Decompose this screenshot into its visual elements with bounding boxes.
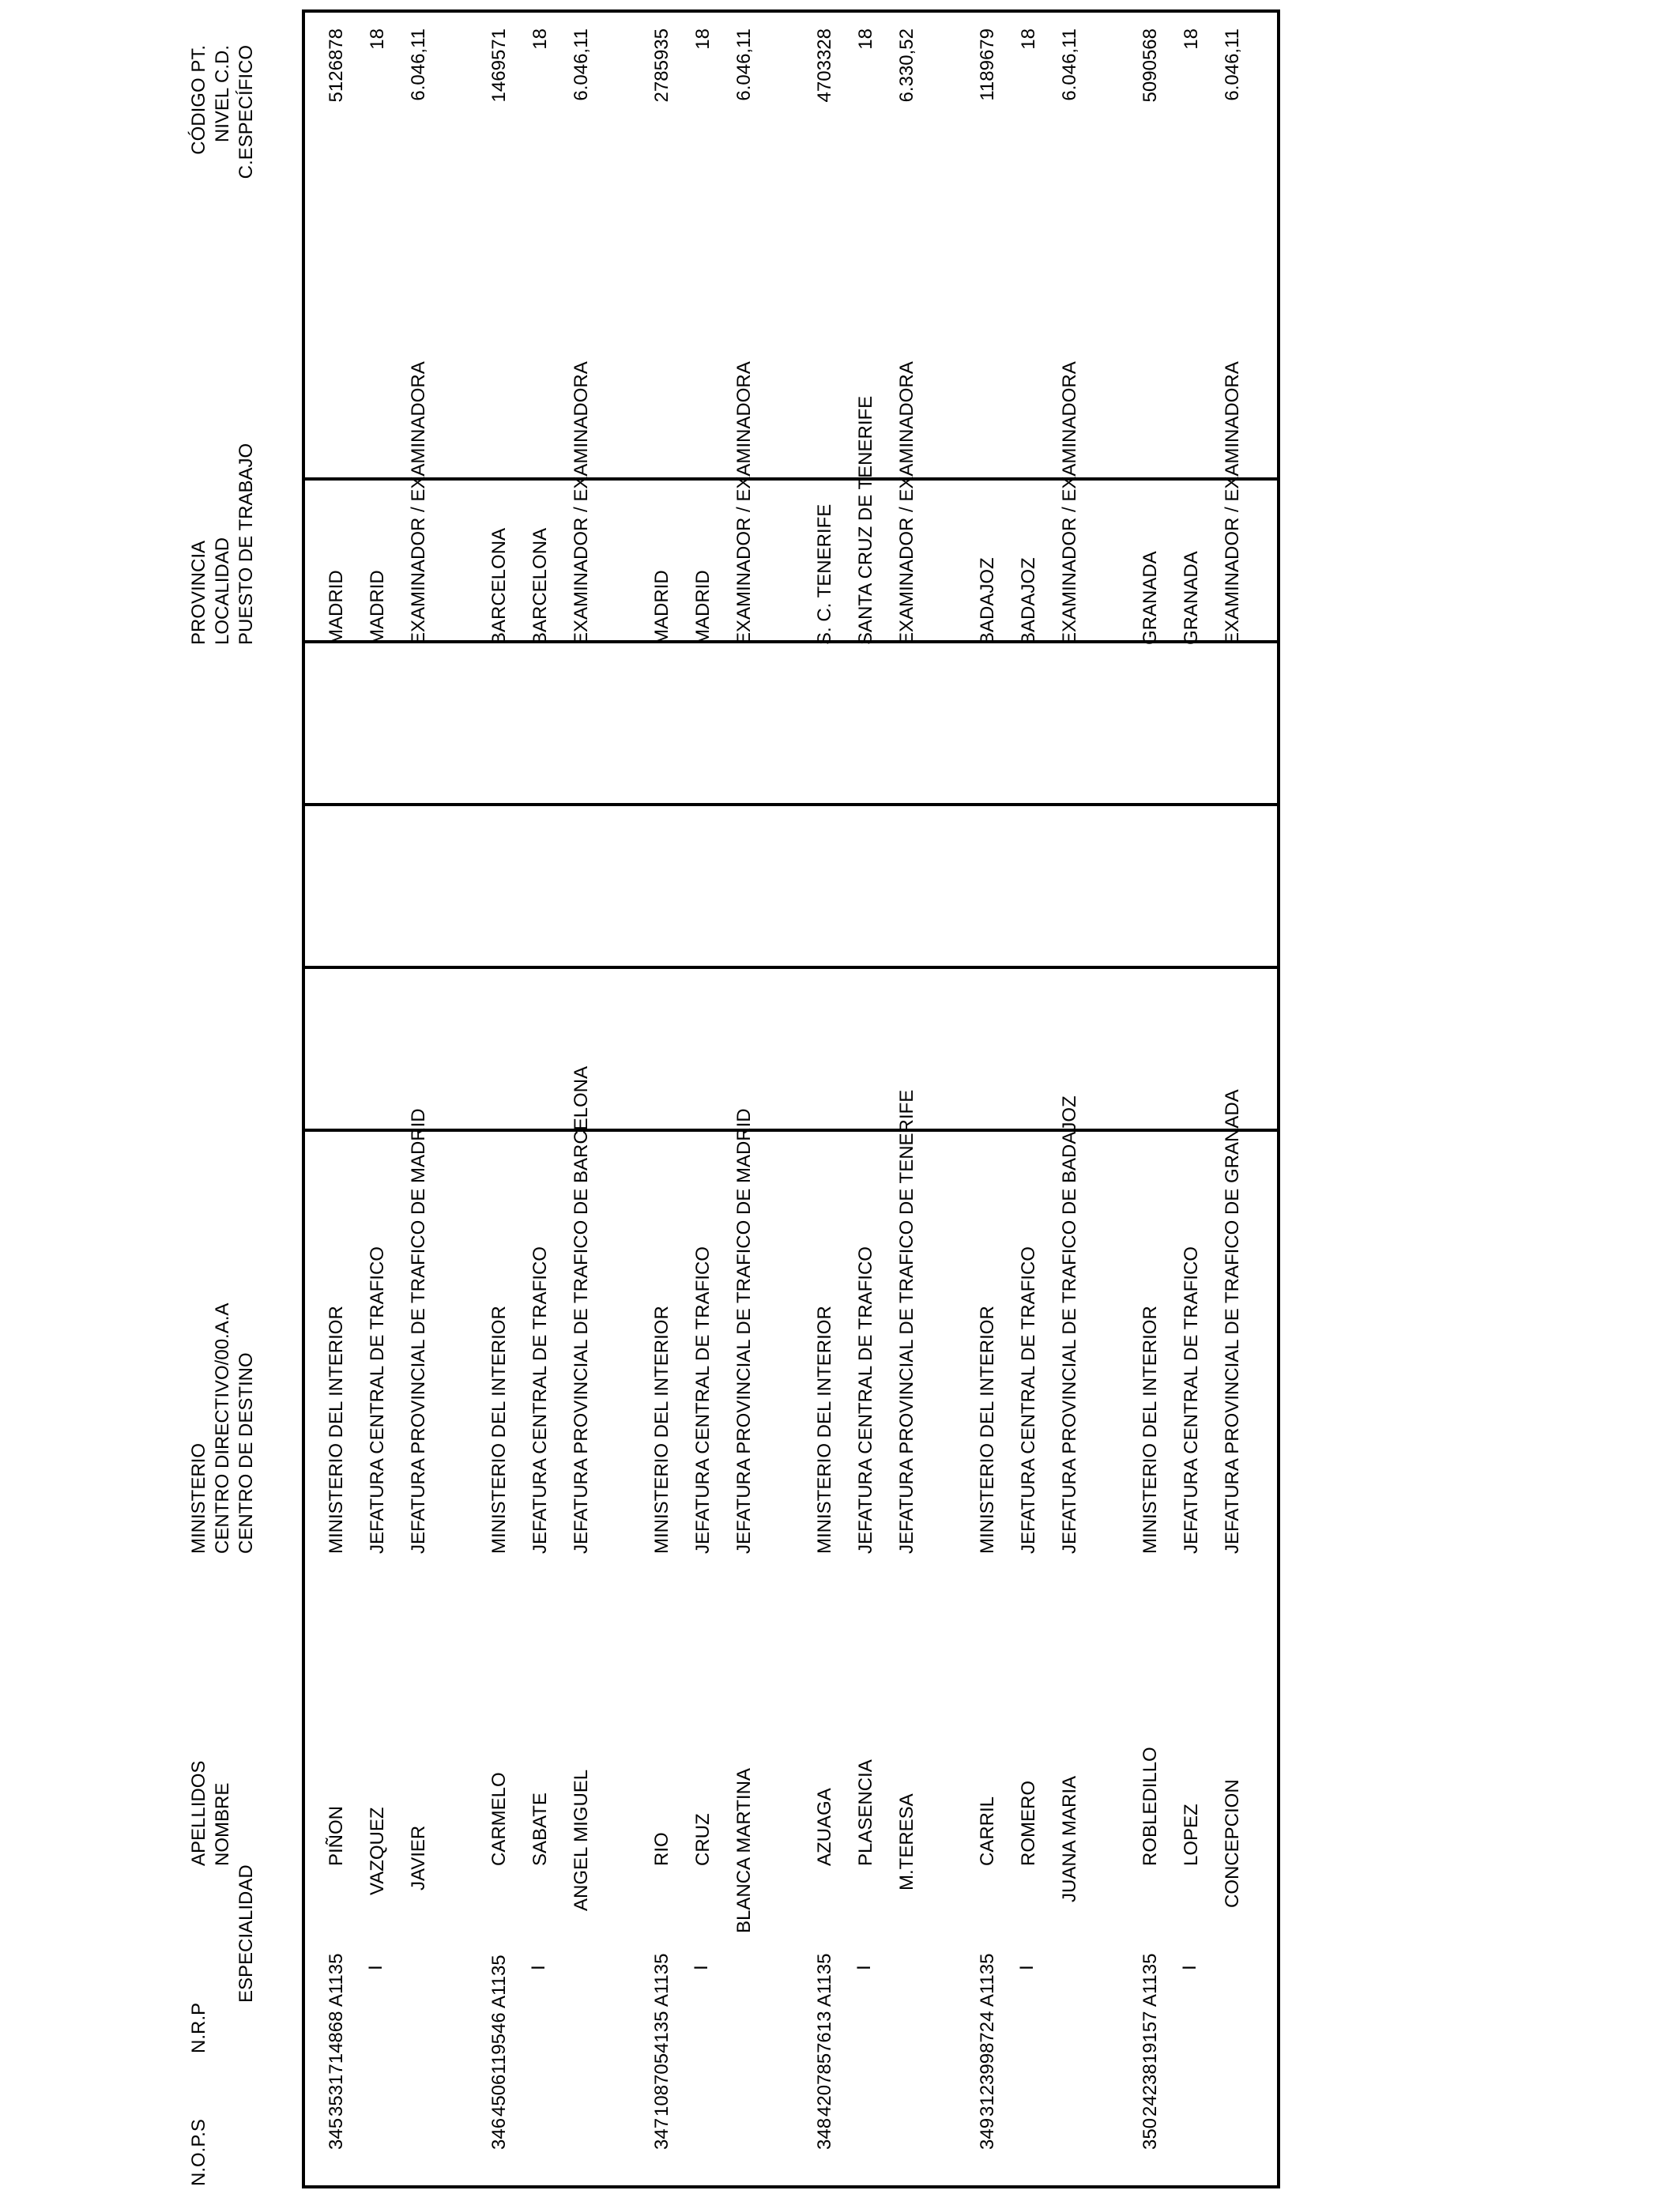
centro-destino-value: JEFATURA PROVINCIAL DE TRAFICO DE BARCELONA bbox=[571, 1065, 592, 1554]
nombre-value: CONCEPCION bbox=[1222, 1779, 1243, 1908]
provincia-value: MADRID bbox=[326, 570, 347, 645]
centro-directivo-value: JEFATURA CENTRAL DE TRAFICO bbox=[367, 1246, 388, 1554]
header-localidad: LOCALIDAD bbox=[212, 537, 233, 645]
centro-directivo-value: JEFATURA CENTRAL DE TRAFICO bbox=[692, 1246, 714, 1554]
provincia-value: BARCELONA bbox=[488, 527, 510, 645]
nivel-value: 18 bbox=[855, 28, 876, 50]
nombre-value: BLANCA MARTINA bbox=[733, 1768, 755, 1933]
ministerio-value: MINISTERIO DEL INTERIOR bbox=[977, 1306, 998, 1554]
codigo-value: 1189679 bbox=[977, 28, 998, 101]
codigo-value: 2785935 bbox=[651, 28, 672, 103]
header-ministerio: MINISTERIO bbox=[188, 1442, 209, 1554]
centro-destino-value: JEFATURA PROVINCIAL DE TRAFICO DE BADAJOZ bbox=[1059, 1095, 1080, 1554]
provincia-value: S. C. TENERIFE bbox=[814, 503, 835, 645]
localidad-value: GRANADA bbox=[1181, 551, 1202, 645]
apellido1-value: ROBLEDILLO bbox=[1139, 1747, 1161, 1866]
localidad-value: BADAJOZ bbox=[1018, 557, 1039, 645]
nops-value: 350 bbox=[1139, 2117, 1161, 2150]
ministerio-value: MINISTERIO DEL INTERIOR bbox=[488, 1306, 510, 1554]
apellido1-value: PIÑON bbox=[326, 1805, 347, 1866]
especifico-value: 6.046,11 bbox=[408, 28, 429, 101]
especialidad-value: I bbox=[365, 1965, 386, 1970]
header-especifico: C.ESPECÍFICO bbox=[235, 45, 257, 179]
puesto-value: EXAMINADOR / EXAMINADORA bbox=[733, 361, 755, 645]
provincia-value: MADRID bbox=[651, 570, 672, 645]
nombre-value: M.TERESA bbox=[896, 1793, 917, 1891]
nrp-value: 4207857613 A1135 bbox=[814, 1953, 835, 2117]
codigo-value: 1469571 bbox=[488, 28, 510, 103]
especialidad-value: I bbox=[1179, 1965, 1200, 1970]
header-nops: N.O.P.S bbox=[188, 2119, 209, 2186]
puesto-value: EXAMINADOR / EXAMINADORA bbox=[896, 361, 917, 645]
nivel-value: 18 bbox=[367, 28, 388, 50]
provincia-value: GRANADA bbox=[1139, 551, 1161, 645]
especifico-value: 6.046,11 bbox=[1222, 28, 1243, 101]
puesto-value: EXAMINADOR / EXAMINADORA bbox=[1222, 361, 1243, 645]
centro-directivo-value: JEFATURA CENTRAL DE TRAFICO bbox=[855, 1246, 876, 1554]
ministerio-value: MINISTERIO DEL INTERIOR bbox=[326, 1306, 347, 1554]
row-separator bbox=[302, 1129, 1280, 1132]
puesto-value: EXAMINADOR / EXAMINADORA bbox=[408, 361, 429, 645]
especifico-value: 6.330,52 bbox=[896, 28, 917, 103]
apellido1-value: CARRIL bbox=[977, 1796, 998, 1866]
nombre-value: JAVIER bbox=[408, 1825, 429, 1891]
localidad-value: SANTA CRUZ DE TENERIFE bbox=[855, 395, 876, 645]
nrp-value: 3531714868 A1135 bbox=[326, 1953, 347, 2117]
nivel-value: 18 bbox=[1018, 28, 1039, 50]
codigo-value: 4703328 bbox=[814, 28, 835, 103]
codigo-value: 5090568 bbox=[1139, 28, 1161, 103]
codigo-value: 5126878 bbox=[326, 28, 347, 103]
puesto-value: EXAMINADOR / EXAMINADORA bbox=[1059, 361, 1080, 645]
ministerio-value: MINISTERIO DEL INTERIOR bbox=[814, 1306, 835, 1554]
nops-value: 345 bbox=[326, 2117, 347, 2150]
centro-destino-value: JEFATURA PROVINCIAL DE TRAFICO DE MADRID bbox=[408, 1108, 429, 1554]
header-nombre: NOMBRE bbox=[212, 1782, 233, 1866]
centro-directivo-value: JEFATURA CENTRAL DE TRAFICO bbox=[1181, 1246, 1202, 1554]
nrp-value: 3123998724 A1135 bbox=[977, 1953, 998, 2117]
nops-value: 346 bbox=[488, 2117, 510, 2150]
table-frame bbox=[302, 9, 1280, 2188]
header-puesto: PUESTO DE TRABAJO bbox=[235, 443, 257, 645]
centro-directivo-value: JEFATURA CENTRAL DE TRAFICO bbox=[1018, 1246, 1039, 1554]
header-apellidos: APELLIDOS bbox=[188, 1760, 209, 1866]
nombre-value: ANGEL MIGUEL bbox=[571, 1769, 592, 1911]
puesto-value: EXAMINADOR / EXAMINADORA bbox=[571, 361, 592, 645]
apellido2-value: CRUZ bbox=[692, 1813, 714, 1866]
nivel-value: 18 bbox=[1181, 28, 1202, 50]
especialidad-value: I bbox=[1016, 1965, 1038, 1970]
apellido2-value: VAZQUEZ bbox=[367, 1807, 388, 1895]
especialidad-value: I bbox=[691, 1965, 712, 1970]
nivel-value: 18 bbox=[692, 28, 714, 50]
row-separator bbox=[302, 803, 1280, 806]
apellido1-value: CARMELO bbox=[488, 1772, 510, 1866]
apellido2-value: ROMERO bbox=[1018, 1781, 1039, 1866]
centro-destino-value: JEFATURA PROVINCIAL DE TRAFICO DE TENERIFE bbox=[896, 1089, 917, 1554]
apellido1-value: RIO bbox=[651, 1832, 672, 1866]
nrp-value: 4506119546 A1135 bbox=[488, 1955, 510, 2117]
apellido1-value: AZUAGA bbox=[814, 1788, 835, 1866]
header-provincia: PROVINCIA bbox=[188, 540, 209, 645]
especifico-value: 6.046,11 bbox=[1059, 28, 1080, 101]
header-nrp: N.R.P bbox=[188, 2002, 209, 2053]
header-codigo: CÓDIGO PT. bbox=[188, 45, 209, 155]
nivel-value: 18 bbox=[529, 28, 551, 50]
provincia-value: BADAJOZ bbox=[977, 557, 998, 645]
nops-value: 348 bbox=[814, 2117, 835, 2150]
header-centro-destino: CENTRO DE DESTINO bbox=[235, 1352, 257, 1554]
ministerio-value: MINISTERIO DEL INTERIOR bbox=[1139, 1306, 1161, 1554]
centro-destino-value: JEFATURA PROVINCIAL DE TRAFICO DE MADRID bbox=[733, 1108, 755, 1554]
localidad-value: MADRID bbox=[692, 570, 714, 645]
row-separator bbox=[302, 966, 1280, 969]
nops-value: 347 bbox=[651, 2117, 672, 2150]
localidad-value: MADRID bbox=[367, 570, 388, 645]
apellido2-value: PLASENCIA bbox=[855, 1759, 876, 1866]
row-separator bbox=[302, 477, 1280, 481]
especialidad-value: I bbox=[853, 1965, 875, 1970]
nrp-value: 1087054135 A1135 bbox=[651, 1953, 672, 2117]
nombre-value: JUANA MARIA bbox=[1059, 1775, 1080, 1902]
nops-value: 349 bbox=[977, 2117, 998, 2150]
nrp-value: 2423819157 A1135 bbox=[1139, 1953, 1161, 2117]
especialidad-value: I bbox=[528, 1965, 549, 1970]
header-especialidad: ESPECIALIDAD bbox=[235, 1864, 257, 2003]
ministerio-value: MINISTERIO DEL INTERIOR bbox=[651, 1306, 672, 1554]
apellido2-value: SABATE bbox=[529, 1793, 551, 1866]
especifico-value: 6.046,11 bbox=[733, 28, 755, 101]
header-nivel: NIVEL C.D. bbox=[212, 45, 233, 143]
especifico-value: 6.046,11 bbox=[571, 28, 592, 101]
apellido2-value: LOPEZ bbox=[1181, 1804, 1202, 1866]
row-separator bbox=[302, 640, 1280, 643]
centro-destino-value: JEFATURA PROVINCIAL DE TRAFICO DE GRANADA bbox=[1222, 1089, 1243, 1554]
centro-directivo-value: JEFATURA CENTRAL DE TRAFICO bbox=[529, 1246, 551, 1554]
localidad-value: BARCELONA bbox=[529, 527, 551, 645]
header-centro-directivo: CENTRO DIRECTIVO/00.A.A bbox=[212, 1302, 233, 1554]
